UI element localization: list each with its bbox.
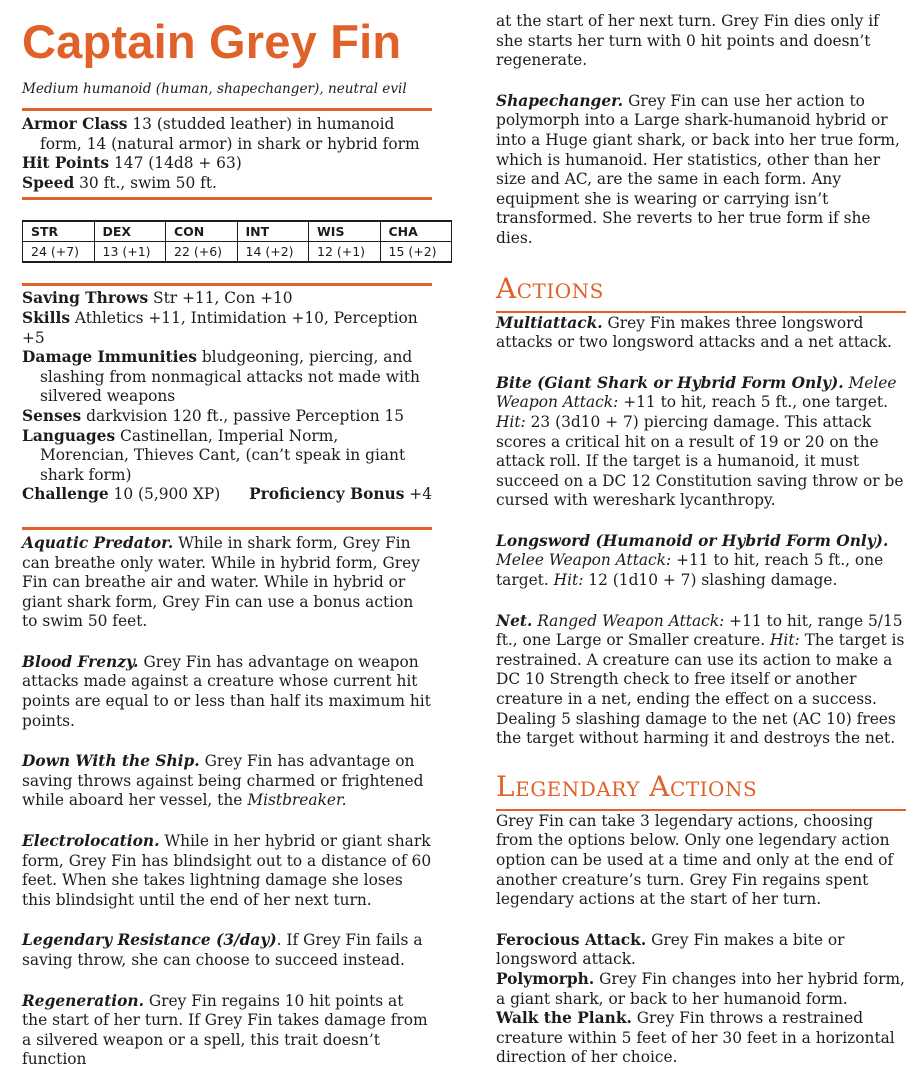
trait-aquatic-predator: Aquatic Predator. While in shark form, Grey Fin can breathe only water. While in hybrid form, Grey Fin can breathe air and water. While in hybrid or giant shark form, Grey Fin can use a bonus action to swim 50 feet.	[22, 533, 420, 631]
speed: Speed 30 ft., swim 50 ft.	[22, 173, 217, 192]
action-net: Net. Ranged Weapon Attack: +11 to hit, range 5/15 ft., one Large or Smaller creature. Hit: The target is restrained. A creature can use its action to make a DC 10 Strength check to free itself or another creature in a net, ending the effect on a success. Dealing 5 slashing damage to the net (AC 10) frees the target without harming it and destroys the net.	[496, 611, 905, 748]
legendary-ferocious-attack: Ferocious Attack. Grey Fin makes a bite or longsword attack.	[496, 930, 845, 969]
actions-heading: Actions	[496, 271, 604, 305]
creature-subtitle: Medium humanoid (human, shapechanger), neutral evil	[22, 81, 407, 97]
legendary-polymorph: Polymorph. Grey Fin changes into her hybrid form, a giant shark, or back to her humanoid form.	[496, 969, 905, 1008]
ability-value: 14 (+2)	[237, 242, 309, 263]
legendary-intro: Grey Fin can take 3 legendary actions, choosing from the options below. Only one legendary action option can be used at a time and only at the end of another creature’s turn. Grey Fin regains spent legendary actions at the start of her turn.	[496, 811, 894, 909]
trait-legendary-resistance: Legendary Resistance (3/day). If Grey Fin fails a saving throw, she can choose to succeed instead.	[22, 931, 423, 969]
creature-name: Captain Grey Fin	[22, 15, 402, 68]
left-column	[22, 0, 437, 1070]
proficiency-bonus: Proficiency Bonus +4	[249, 485, 432, 504]
hit-points: Hit Points 147 (14d8 + 63)	[22, 154, 242, 173]
ability-header: STR	[23, 221, 95, 242]
trait-regeneration: Regeneration. Grey Fin regains 10 hit points at the start of her turn. If Grey Fin takes damage from a silvered weapon or a spell, this trait doesn’t function	[22, 991, 428, 1069]
trait-down-with-the-ship: Down With the Ship. Grey Fin has advantage on saving throws against being charmed or frightened while aboard her vessel, the Mistbreaker.	[22, 752, 424, 810]
saving-throws: Saving Throws Str +11, Con +10	[22, 289, 293, 308]
ability-value: 12 (+1)	[309, 242, 381, 263]
challenge: Challenge 10 (5,900 XP)	[22, 485, 221, 504]
ability-header: CON	[166, 221, 238, 242]
ability-value: 24 (+7)	[23, 242, 95, 263]
trait-shapechanger: Shapechanger. Grey Fin can use her action to polymorph into a Large shark-humanoid hybrid or into a Huge giant shark, or back into her true form, which is humanoid. Her statistics, other than her size and AC, are the same in each form. Any equipment she is wearing or carrying isn’t transformed. She reverts to her true form if she dies.	[496, 91, 900, 247]
ability-header: CHA	[380, 221, 452, 242]
trait-regeneration-continued: at the start of her next turn. Grey Fin dies only if she starts her turn with 0 hit points and doesn’t regenerate.	[496, 12, 879, 70]
legendary-actions-heading: Legendary Actions	[496, 769, 758, 803]
ability-header: WIS	[309, 221, 381, 242]
action-multiattack: Multiattack. Grey Fin makes three longsword attacks or two longsword attacks and a net attack.	[496, 313, 892, 352]
ability-header: DEX	[94, 221, 166, 242]
action-longsword: Longsword (Humanoid or Hybrid Form Only). Melee Weapon Attack: +11 to hit, reach 5 ft., one target. Hit: 12 (1d10 + 7) slashing damage.	[496, 531, 889, 590]
languages: Languages Castinellan, Imperial Norm, Morencian, Thieves Cant, (can’t speak in giant shark form)	[22, 426, 406, 484]
ability-value: 13 (+1)	[94, 242, 166, 263]
ability-scores-table	[22, 220, 452, 263]
action-bite: Bite (Giant Shark or Hybrid Form Only). Melee Weapon Attack: +11 to hit, reach 5 ft., one target. Hit: 23 (3d10 + 7) piercing damage. This attack scores a critical hit on a result of 19 or 20 on the attack roll. If the target is a humanoid, it must succeed on a DC 12 Constitution saving throw or be cursed with wereshark lycanthropy.	[496, 373, 904, 510]
trait-blood-frenzy: Blood Frenzy. Grey Fin has advantage on weapon attacks made against a creature whose current hit points are equal to or less than half its maximum hit points.	[22, 652, 431, 730]
skills: Skills Athletics +11, Intimidation +10, Perception +5	[22, 308, 418, 347]
ability-value: 22 (+6)	[166, 242, 238, 263]
senses: Senses darkvision 120 ft., passive Perception 15	[22, 406, 405, 425]
ability-header: INT	[237, 221, 309, 242]
legendary-walk-the-plank: Walk the Plank. Grey Fin throws a restrained creature within 5 feet of her 30 feet in a horizontal direction of her choice.	[496, 1009, 895, 1067]
challenge-row	[22, 485, 432, 505]
ability-value: 15 (+2)	[380, 242, 452, 263]
damage-immunities: Damage Immunities bludgeoning, piercing, and slashing from nonmagical attacks not made with silvered weapons	[22, 348, 420, 406]
armor-class: Armor Class 13 (studded leather) in humanoid form, 14 (natural armor) in shark or hybrid form	[22, 115, 420, 153]
trait-electrolocation: Electrolocation. While in her hybrid or giant shark form, Grey Fin has blindsight out to a distance of 60 feet. When she takes lightning damage she loses this blindsight until the end of her next turn.	[22, 832, 432, 909]
right-column	[496, 0, 906, 1068]
